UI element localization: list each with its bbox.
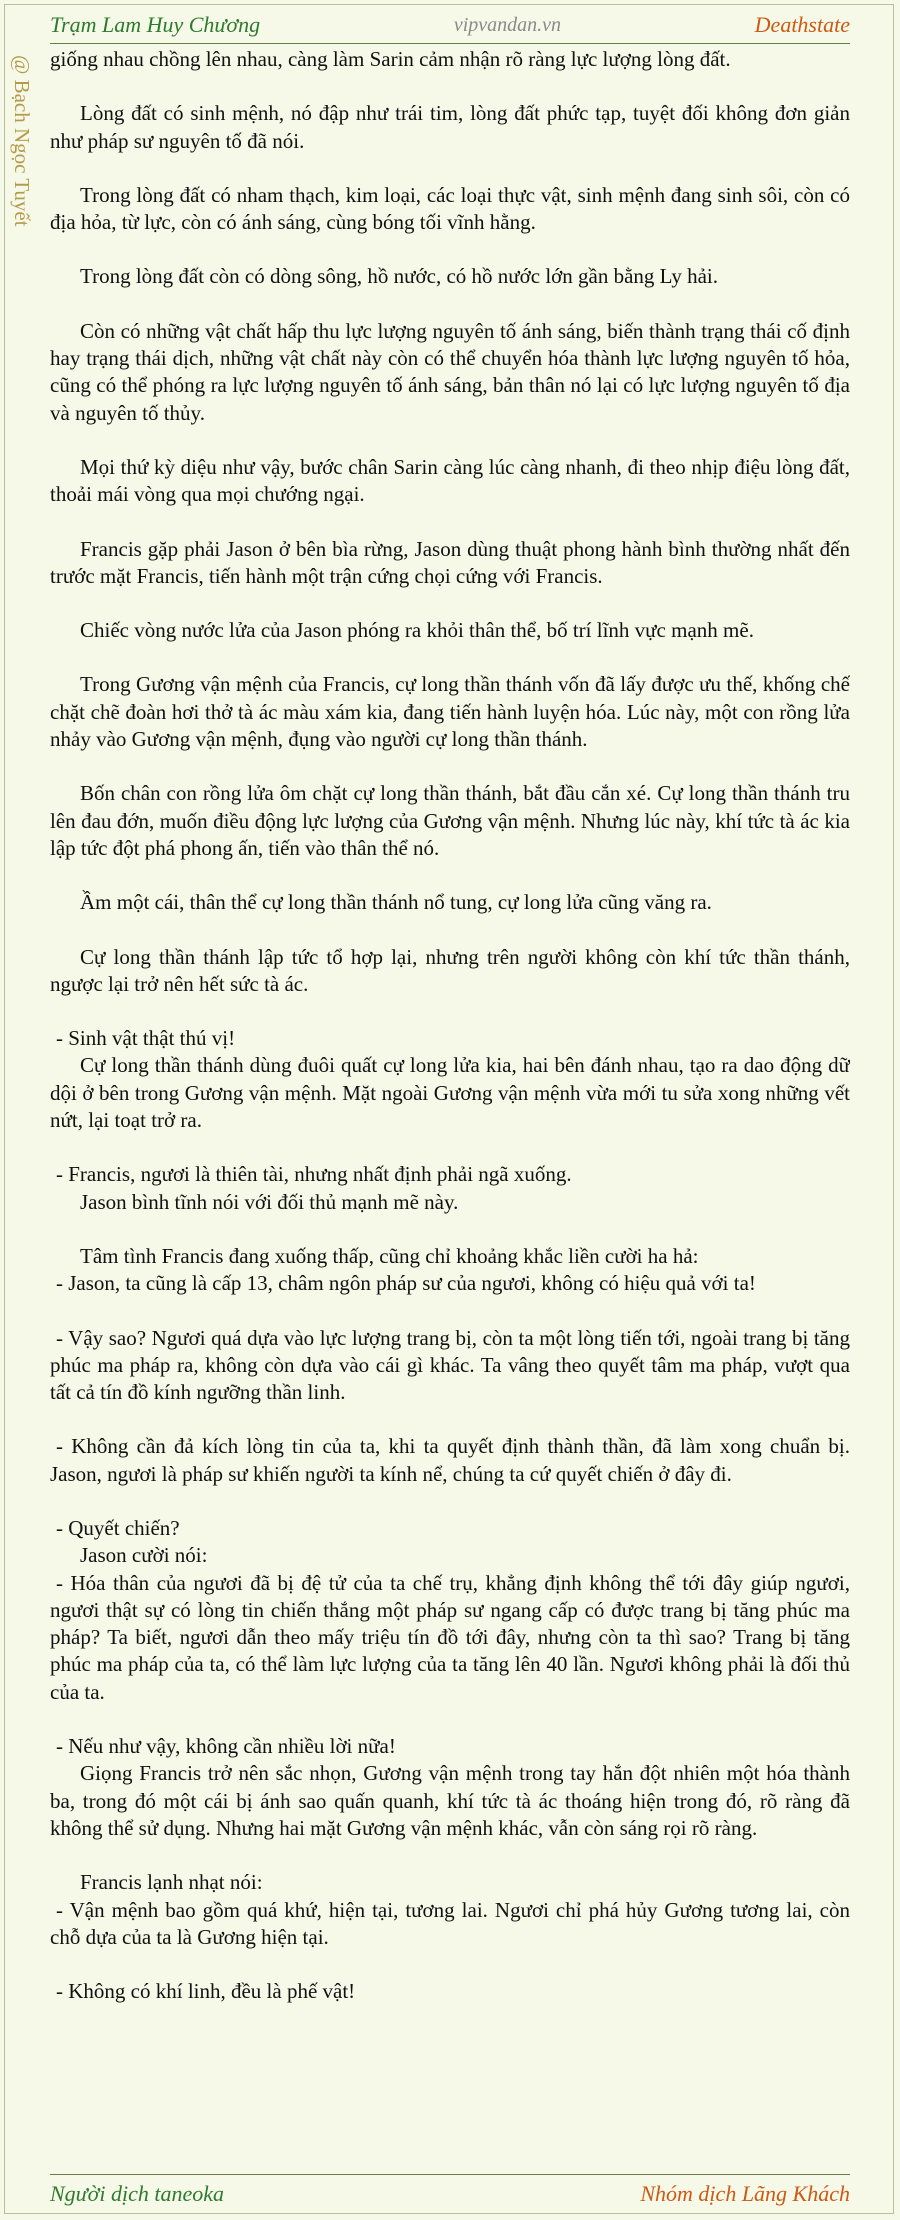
dialogue-line: - Không cần đả kích lòng tin của ta, khi ta quyết định thành thần, đã làm xong chuẩn bị. Jason, ngươi là pháp sư khiến người ta kính nể, chúng ta cứ quyết chiến ở đây đi. xyxy=(50,1434,850,1486)
paragraph: Jason bình tĩnh nói với đối thủ mạnh mẽ này. xyxy=(80,1189,459,1214)
header-divider xyxy=(50,43,850,44)
paragraph: Jason cười nói: xyxy=(80,1543,208,1568)
dialogue-line: - Vậy sao? Ngươi quá dựa vào lực lượng trang bị, còn ta một lòng tiến tới, ngoài trang bị tăng phúc ma pháp ra, không còn dựa vào cái gì khác. Ta vâng theo quyết tâm ma pháp, vượt qua tất cả tín đồ kính ngưỡng thần linh. xyxy=(50,1325,850,1405)
footer-group: Nhóm dịch Lãng Khách xyxy=(640,2181,850,2206)
dialogue-line: - Sinh vật thật thú vị! xyxy=(56,1026,236,1051)
paragraph: giống nhau chồng lên nhau, càng làm Sarin cảm nhận rõ ràng lực lượng lòng đất. xyxy=(50,47,731,71)
dialogue-line: - Vận mệnh bao gồm quá khứ, hiện tại, tương lai. Ngươi chỉ phá hủy Gương tương lai, còn chỗ dựa của ta là Gương hiện tại. xyxy=(50,1897,850,1949)
paragraph: Bốn chân con rồng lửa ôm chặt cự long thần thánh, bắt đầu cắn xé. Cự long thần thánh tru lên đau đớn, muốn điều động lực lượng của Gương vận mệnh. Nhưng lúc này, khí tức tà ác kia lập tức đột phá phong ấn, tiến vào thân thể nó. xyxy=(50,781,850,860)
paragraph: Trong Gương vận mệnh của Francis, cự long thần thánh vốn đã lấy được ưu thế, khống chế chặt chẽ đoàn hơi thở tà ác màu xám kia, đang tiến hành luyện hóa. Lúc này, một con rồng lửa nhảy vào Gương vận mệnh, đụng vào người cự long thần thánh. xyxy=(50,672,850,752)
footer-translator: Người dịch taneoka xyxy=(50,2181,225,2206)
dialogue-line: - Không có khí linh, đều là phế vật! xyxy=(56,1979,356,2004)
paragraph: Chiếc vòng nước lửa của Jason phóng ra khỏi thân thể, bố trí lĩnh vực mạnh mẽ. xyxy=(80,618,754,643)
dialogue-line: - Francis, ngươi là thiên tài, nhưng nhất định phải ngã xuống. xyxy=(56,1162,572,1187)
paragraph: Francis gặp phải Jason ở bên bìa rừng, Jason dùng thuật phong hành bình thường nhất đến trước mặt Francis, tiến hành một trận cứng chọi cứng với Francis. xyxy=(50,536,850,588)
header-book-title: Trạm Lam Huy Chương xyxy=(50,12,261,37)
paragraph: Trong lòng đất còn có dòng sông, hồ nước, có hồ nước lớn gần bằng Ly hải. xyxy=(80,264,718,289)
paragraph: Lòng đất có sinh mệnh, nó đập như trái tim, lòng đất phức tạp, tuyệt đối không đơn giản như pháp sư nguyên tố đã nói. xyxy=(50,101,850,153)
paragraph: Mọi thứ kỳ diệu như vậy, bước chân Sarin càng lúc càng nhanh, đi theo nhịp điệu lòng đất, thoải mái vòng qua mọi chướng ngại. xyxy=(50,454,850,507)
footer-divider xyxy=(50,2174,850,2175)
sidebar-watermark xyxy=(10,55,40,315)
paragraph: Ầm một cái, thân thể cự long thần thánh nổ tung, cự long lửa cũng văng ra. xyxy=(80,890,712,915)
paragraph: Còn có những vật chất hấp thu lực lượng nguyên tố ánh sáng, biến thành trạng thái cố định hay trạng thái dịch, những vật chất này còn có thể chuyển hóa thành lực lượng nguyên tố hỏa, cũng có thể phóng ra lực lượng nguyên tố ánh sáng, bản thân nó lại có lực lượng nguyên tố địa và nguyên tố thủy. xyxy=(50,318,850,425)
paragraph: Trong lòng đất có nham thạch, kim loại, các loại thực vật, sinh mệnh đang sinh sôi, còn có địa hỏa, từ lực, còn có ánh sáng, cùng bóng tối vĩnh hằng. xyxy=(50,182,850,235)
dialogue-line: - Jason, ta cũng là cấp 13, châm ngôn pháp sư của ngươi, không có hiệu quả với ta! xyxy=(56,1271,756,1296)
chapter-text xyxy=(50,46,850,2171)
watermark-text: @ Bạch Ngọc Tuyết xyxy=(10,55,34,227)
paragraph: Cự long thần thánh dùng đuôi quất cự long lửa kia, hai bên đánh nhau, tạo ra dao động dữ dội ở bên trong Gương vận mệnh. Mặt ngoài Gương vận mệnh vừa mới tu sửa xong những vết nứt, lại toạt trở ra. xyxy=(50,1053,850,1133)
dialogue-line: - Nếu như vậy, không cần nhiều lời nữa! xyxy=(56,1734,396,1759)
dialogue-line: - Quyết chiến? xyxy=(56,1515,180,1540)
header-site-name: vipvandan.vn xyxy=(453,13,562,36)
paragraph: Francis lạnh nhạt nói: xyxy=(80,1870,263,1895)
paragraph: Cự long thần thánh lập tức tổ hợp lại, nhưng trên người không còn khí tức thần thánh, ngược lại trở nên hết sức tà ác. xyxy=(50,944,850,996)
page-header xyxy=(50,8,850,42)
dialogue-line: - Hóa thân của ngươi đã bị đệ tử của ta chế trụ, khẳng định không thể tới đây giúp ngươi, ngươi thật sự có lòng tin chiến thắng một pháp sư ngang cấp có được trang bị tăng phúc ma pháp? Ta biết, ngươi dẫn theo mấy triệu tín đồ tới đây, nhưng còn ta thì sao? Trang bị tăng phúc ma pháp của ta, có thể làm lực lượng của ta tăng lên 40 lần. Ngươi không phải là đối thủ của ta. xyxy=(50,1570,850,1704)
paragraph: Giọng Francis trở nên sắc nhọn, Gương vận mệnh trong tay hắn đột nhiên một hóa thành ba, trong đó một cái bị ánh sao quấn quanh, khí tức tà ác thoáng hiện trong đó, rõ ràng đã không thể sử dụng. Nhưng hai mặt Gương vận mệnh khác, vẫn còn sáng rọi rõ ràng. xyxy=(50,1761,850,1840)
header-author: Deathstate xyxy=(754,12,850,37)
page-footer xyxy=(50,2178,850,2210)
paragraph: Tâm tình Francis đang xuống thấp, cũng chỉ khoảng khắc liền cười ha hả: xyxy=(80,1243,699,1268)
